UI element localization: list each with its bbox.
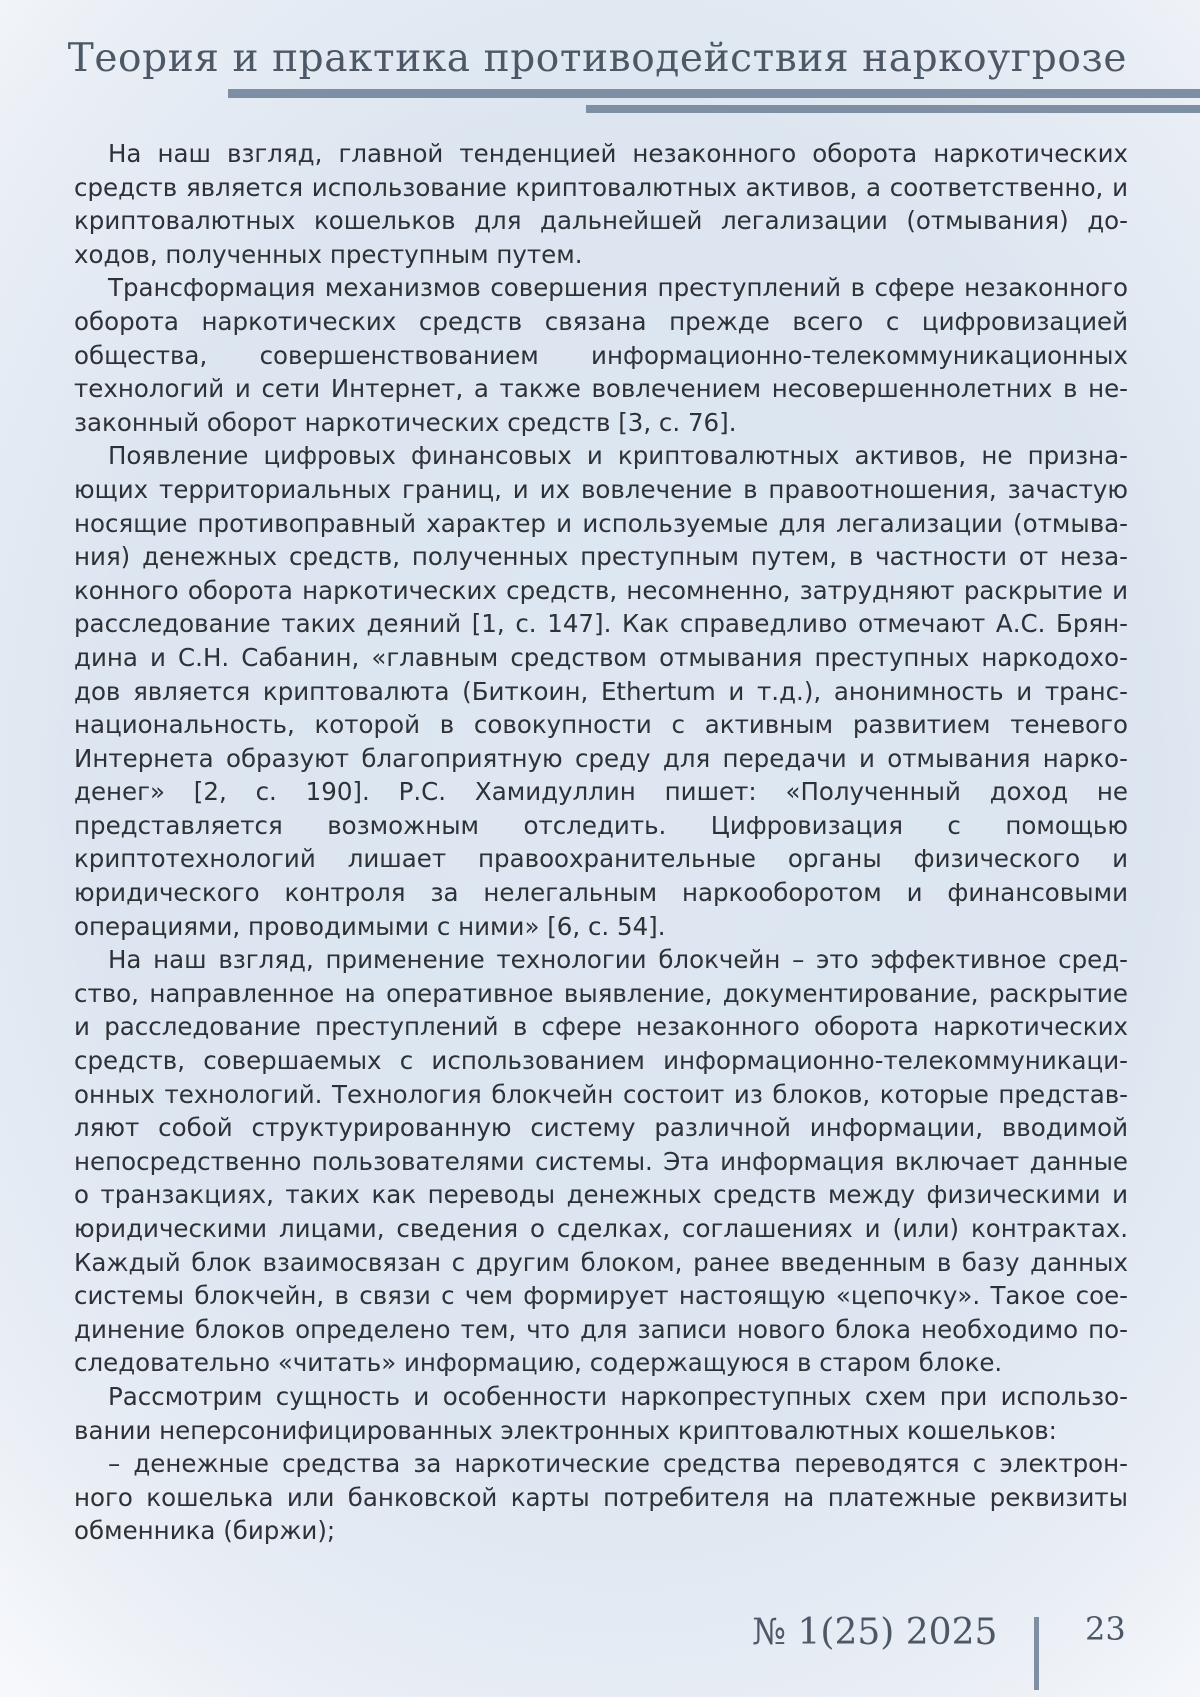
page [0,0,1200,1697]
paragraph: Трансформация механизмов совершения преступлений в сфере незакон­ного оборота наркотических средств связана прежде всего с цифровизацией общества, совершенствованием информационно-телекоммуникационных технологий и сети Интернет, а также вовлечением несовершеннолетних в не­законный оборот наркотических средств [3, с. 76]. [74,271,1128,439]
paragraph: Рассмотрим сущность и особенности наркопреступных схем при использо­вании неперсонифицированных электронных криптовалютных кошельков: [74,1380,1128,1447]
list-item-paragraph: – денежные средства за наркотические средства переводятся с электрон­ного кошелька или банковской карты потребителя на платежные реквизиты обменника (биржи); [74,1447,1128,1548]
paragraph: На наш взгляд, применение технологии блокчейн – это эффективное сред­ство, направленное на оперативное выявление, документирование, раскрытие и расследование преступлений в сфере незаконного оборота наркотических средств, совершаемых с использованием информационно-телекоммуникаци­онных технологий. Технология блокчейн состоит из блоков, которые представ­ляют собой структурированную систему различной информации, вводимой непосредственно пользователями системы. Эта информация включает данные о транзакциях, таких как переводы денежных средств между физическими и юридическими лицами, сведения о сделках, соглашениях и (или) контрактах. Каждый блок взаимосвязан с другим блоком, ранее введенным в базу данных системы блокчейн, в связи с чем формирует настоящую «цепочку». Такое сое­динение блоков определено тем, что для записи нового блока необходимо по­следовательно «читать» информацию, содержащуюся в старом блоке. [74,943,1128,1380]
header-rule-upper [228,89,1200,98]
article-body [74,137,1128,1548]
footer-divider [1034,1617,1039,1690]
header-rule-lower [586,105,1200,113]
paragraph: На наш взгляд, главной тенденцией незаконного оборота наркотических средств является использование криптовалютных активов, а соответственно, и криптовалютных кошельков для дальнейшей легализации (отмывания) до­ходов, полученных преступным путем. [74,137,1128,271]
running-header-title: Теория и практика противодействия наркоугрозе [68,36,1127,81]
journal-issue-number: № 1(25) 2025 [752,1612,997,1653]
page-number: 23 [1085,1610,1126,1648]
paragraph: Появление цифровых финансовых и криптовалютных активов, не призна­ющих территориальных границ, и их вовлечение в правоотношения, зачастую носящие противоправный характер и используемые для легализации (отмыва­ния) денежных средств, полученных преступным путем, в частности от неза­конного оборота наркотических средств, несомненно, затрудняют раскрытие и расследование таких деяний [1, с. 147]. Как справедливо отмечают А.С. Брян­дина и С.Н. Сабанин, «главным средством отмывания преступных наркодохо­дов является криптовалюта (Биткоин, Ethertum и т.д.), анонимность и транс­национальность, которой в совокупности с активным развитием теневого Интернета образуют благоприятную среду для передачи и отмывания нарко­денег» [2, с. 190]. Р.С. Хамидуллин пишет: «Полученный доход не представляется возможным отследить. Цифровизация с помощью криптотехнологий лишает правоохранительные органы физического и юридического контроля за неле­гальным наркооборотом и финансовыми операциями, проводимыми с ними» [6, с. 54]. [74,439,1128,943]
